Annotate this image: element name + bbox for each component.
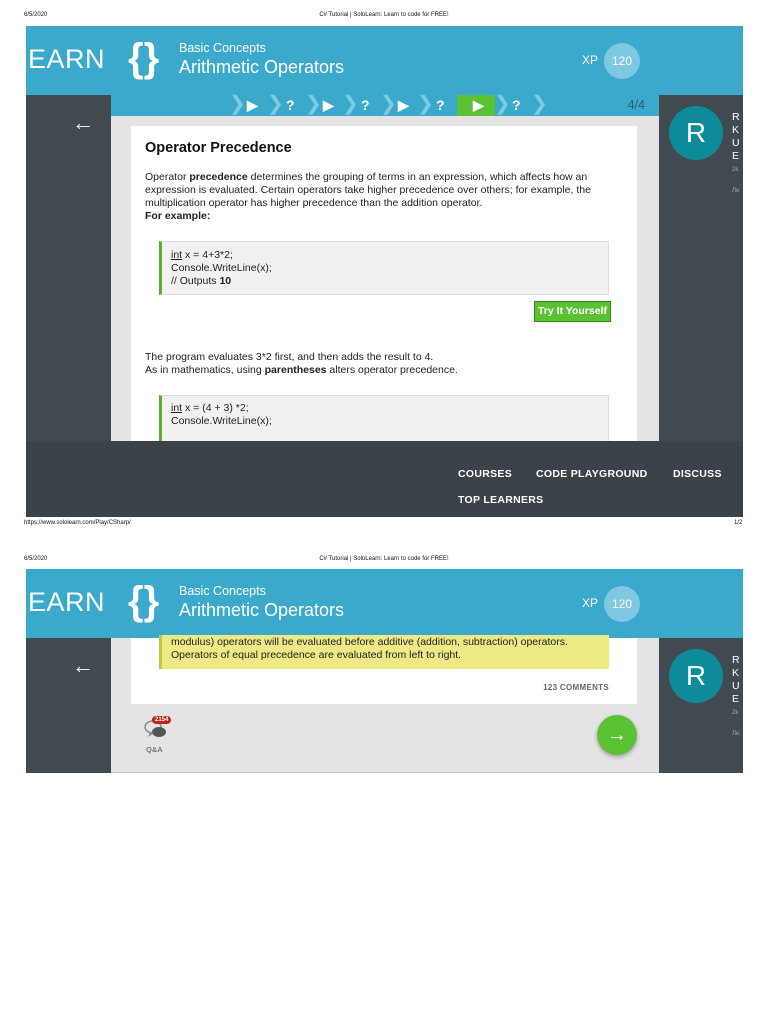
- code-keyword: int: [171, 249, 183, 261]
- code-text: x = 4+3*2;: [182, 249, 233, 261]
- breadcrumb-module: Basic Concepts: [179, 584, 266, 598]
- comments-link[interactable]: 123 COMMENTS: [543, 683, 609, 692]
- print-date: 6/5/2020: [24, 556, 48, 562]
- code-keyword: int: [171, 402, 183, 414]
- code-line: [171, 402, 608, 415]
- step-quiz-icon[interactable]: ?: [512, 97, 521, 113]
- code-text: x = (4 + 3) *2;: [182, 402, 249, 414]
- for-example-label: For example:: [145, 210, 211, 222]
- try-it-yourself-button[interactable]: Try It Yourself: [534, 301, 611, 322]
- page-title: Arithmetic Operators: [179, 57, 345, 77]
- top-bar: [26, 26, 743, 95]
- footer-link-discuss[interactable]: DISCUSS: [673, 468, 722, 480]
- step-quiz-icon[interactable]: ?: [286, 97, 295, 113]
- user-name-line: R: [732, 654, 740, 666]
- step-play-icon[interactable]: ▶: [247, 97, 258, 113]
- lesson-paragraph-2: [145, 351, 620, 377]
- print-page-number: 1/2: [734, 520, 743, 526]
- chevron-separator: ❯: [531, 93, 548, 115]
- chevron-separator: ❯: [267, 93, 284, 115]
- code-line: Console.WriteLine(x);: [171, 415, 272, 427]
- page-1-screenshot: [26, 26, 743, 517]
- course-icon: {}: [128, 579, 160, 623]
- text-bold: precedence: [189, 171, 248, 183]
- text: Operator: [145, 171, 190, 183]
- xp-label: XP: [582, 53, 599, 67]
- user-sub-text: Ле: [732, 188, 740, 194]
- progress-bar: [111, 95, 659, 116]
- user-name-line: U: [732, 680, 740, 692]
- brand-logo-text[interactable]: EARN: [28, 44, 106, 74]
- note-line: Operators of equal precedence are evaluated from left to right.: [171, 649, 462, 661]
- step-play-icon[interactable]: ▶: [323, 97, 334, 113]
- print-title: C# Tutorial | SoloLearn: Learn to code for FREE!: [319, 556, 449, 562]
- text: As in mathematics, using: [145, 364, 265, 376]
- page-2-screenshot: [26, 569, 743, 773]
- user-sub-text: 2k: [732, 710, 739, 716]
- text: alters operator precedence.: [326, 364, 458, 376]
- note-line: modulus) operators will be evaluated before additive (addition, subtraction) operators.: [171, 636, 568, 648]
- step-play-icon[interactable]: ▶: [398, 97, 409, 113]
- avatar[interactable]: R: [669, 106, 723, 160]
- lesson-card: [131, 638, 637, 704]
- lesson-intro: [145, 171, 620, 223]
- chevron-separator: ❯: [494, 93, 511, 115]
- page-title: Arithmetic Operators: [179, 600, 345, 620]
- user-name-line: K: [732, 124, 740, 136]
- brand-logo-text[interactable]: EARN: [28, 587, 106, 617]
- code-line: Console.WriteLine(x);: [171, 262, 272, 274]
- site-footer: [26, 441, 743, 517]
- top-bar: [26, 569, 743, 638]
- note-box: [159, 635, 609, 669]
- qa-button[interactable]: [144, 716, 174, 756]
- user-name-line: U: [732, 137, 740, 149]
- left-panel: [26, 638, 111, 773]
- user-sub-text: 2k: [732, 167, 739, 173]
- text: The program evaluates 3*2 first, and then adds the result to 4.: [145, 351, 434, 363]
- text: determines the grouping of terms in an expression, which affects how an expression is evaluated. Certain operators take higher precedence over others; for example, the multiplication operator has higher precedence than the addition operator.: [145, 171, 591, 209]
- step-play-icon-active[interactable]: ▶: [473, 97, 484, 113]
- step-quiz-icon[interactable]: ?: [436, 97, 445, 113]
- lesson-card: [131, 126, 637, 456]
- code-line: [171, 275, 608, 288]
- code-line: [171, 249, 608, 262]
- chevron-separator: ❯: [417, 93, 434, 115]
- step-quiz-icon[interactable]: ?: [361, 97, 370, 113]
- back-arrow-icon[interactable]: ←: [72, 110, 94, 135]
- step-counter: 4/4: [627, 98, 645, 112]
- course-icon: {}: [128, 36, 160, 80]
- chevron-separator: ❯: [305, 93, 322, 115]
- print-date: 6/5/2020: [24, 12, 48, 18]
- user-sub-text: Ле: [732, 731, 740, 737]
- user-name-line: E: [732, 150, 740, 162]
- user-name-line: E: [732, 693, 740, 705]
- back-arrow-icon[interactable]: ←: [72, 653, 94, 678]
- print-title: C# Tutorial | SoloLearn: Learn to code for FREE!: [319, 12, 449, 18]
- code-block-1[interactable]: [159, 241, 609, 295]
- right-panel: [659, 638, 743, 773]
- xp-badge: 120: [604, 586, 640, 622]
- footer-link-code-playground[interactable]: CODE PLAYGROUND: [536, 468, 648, 480]
- chevron-separator: ❯: [229, 93, 246, 115]
- xp-badge: 120: [604, 43, 640, 79]
- user-name-line: K: [732, 667, 740, 679]
- chevron-separator: ❯: [380, 93, 397, 115]
- print-url: https://www.sololearn.com/Play/CSharp/: [24, 520, 131, 526]
- next-arrow-icon[interactable]: →: [597, 715, 637, 755]
- qa-count-badge: 2154: [152, 716, 171, 724]
- user-name-line: R: [732, 111, 740, 123]
- qa-label: Q&A: [146, 745, 163, 754]
- chevron-separator: ❯: [342, 93, 359, 115]
- footer-link-top-learners[interactable]: TOP LEARNERS: [458, 494, 544, 506]
- code-comment-bold: 10: [219, 275, 232, 287]
- footer-link-courses[interactable]: COURSES: [458, 468, 513, 480]
- xp-label: XP: [582, 596, 599, 610]
- code-comment: // Outputs: [171, 275, 220, 287]
- avatar[interactable]: R: [669, 649, 723, 703]
- lesson-heading: Operator Precedence: [145, 140, 292, 156]
- text-bold: parentheses: [264, 364, 327, 376]
- lesson-area: [111, 95, 659, 441]
- breadcrumb-module: Basic Concepts: [179, 41, 266, 55]
- lesson-area: [111, 638, 659, 773]
